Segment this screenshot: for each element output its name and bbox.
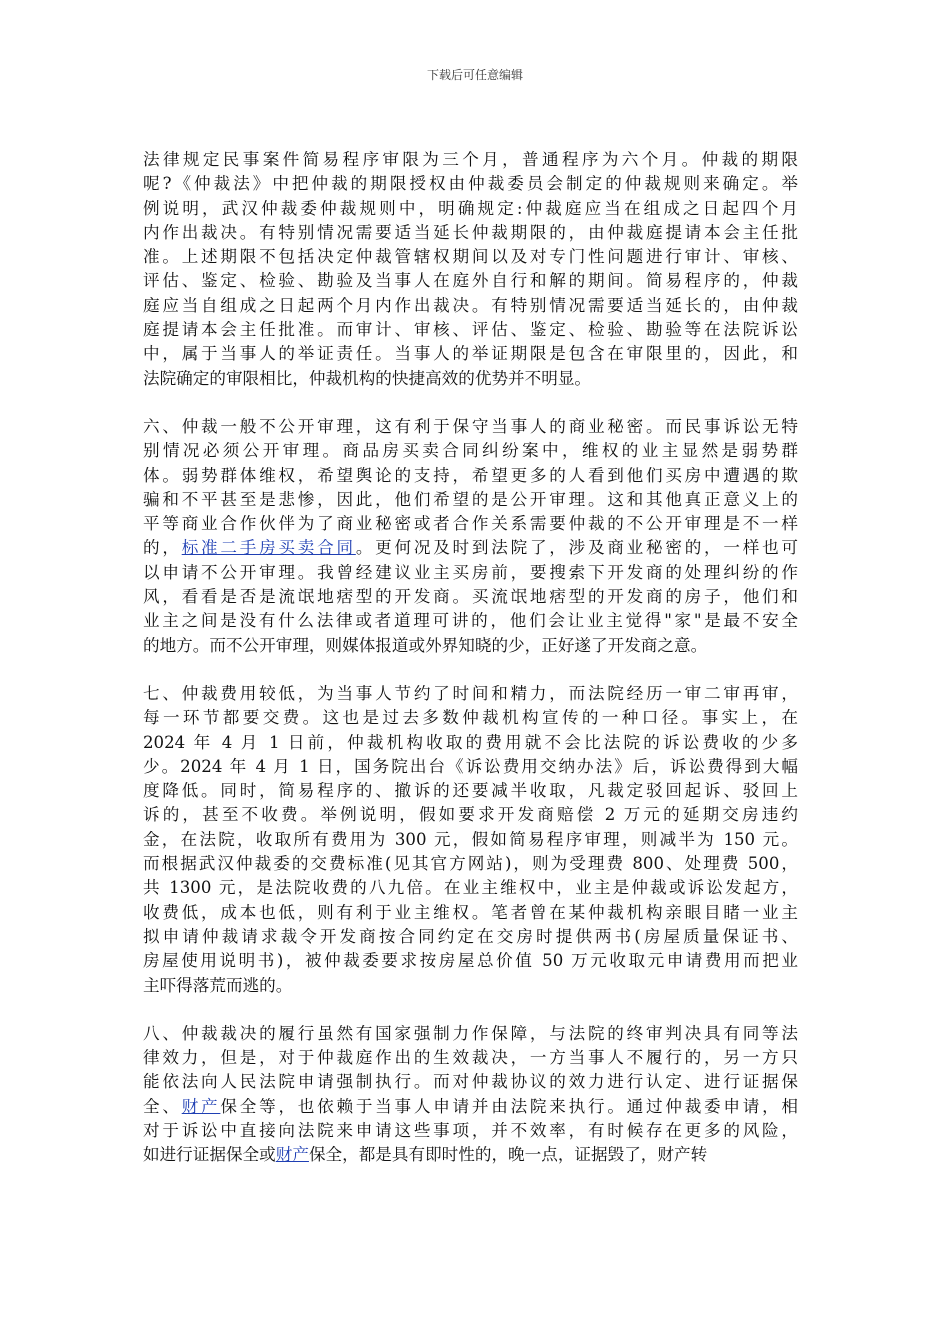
text-segment: 少。2024 年 4 月 1 日，国务院出台《诉讼费用交纳办法》后，诉讼费得到大幅 <box>143 756 798 776</box>
text-segment: 全、 <box>143 1096 182 1116</box>
text-segment: 中，属于当事人的举证责任。当事人的举证期限是包含在审限里的，因此，和 <box>143 344 798 364</box>
text-line <box>143 342 798 366</box>
text-segment: 而根据武汉仲裁委的交费标准(见其官方网站)，则为受理费 800、处理费 500， <box>143 854 798 874</box>
text-line <box>143 731 798 755</box>
inline-link[interactable]: 标准二手房买卖合同 <box>181 538 356 558</box>
text-line <box>143 925 798 949</box>
text-line <box>143 148 798 172</box>
text-line <box>143 803 798 827</box>
text-segment: 法律规定民事案件简易程序审限为三个月，普通程序为六个月。仲裁的期限 <box>143 150 798 169</box>
text-line <box>143 269 798 293</box>
text-segment: 的地方。而不公开审理，则媒体报道或外界知晓的少，正好遂了开发商之意。 <box>143 635 708 655</box>
text-line <box>143 536 798 560</box>
text-segment: 。更何况及时到法院了，涉及商业秘密的，一样也可 <box>355 538 799 558</box>
text-line <box>143 634 798 658</box>
text-line <box>143 1119 798 1143</box>
text-line <box>143 367 798 391</box>
text-segment: 风，看看是否是流氓地痞型的开发商。买流氓地痞型的开发商的房子，他们和 <box>143 587 798 607</box>
text-segment: 对于诉讼中直接向法院来申请这些事项，并不效率，有时候存在更多的风险， <box>143 1120 798 1140</box>
text-segment: 如进行证据保全或 <box>143 1145 276 1165</box>
text-line <box>143 245 798 269</box>
text-segment: 庭提请本会主任批准。而审计、审核、评估、鉴定、检验、勘验等在法院诉讼 <box>143 320 798 340</box>
text-segment: 六、仲裁一般不公开审理，这有利于保守当事人的商业秘密。而民事诉讼无特 <box>143 416 798 436</box>
text-segment: 体。弱势群体维权，希望舆论的支持，希望更多的人看到他们买房中遭遇的欺 <box>143 465 798 485</box>
paragraph <box>143 415 798 658</box>
text-line <box>143 488 798 512</box>
text-segment: 房屋使用说明书)，被仲裁委要求按房屋总价值 50 万元收取元申请费用而把业 <box>143 951 798 971</box>
text-line <box>143 1095 798 1119</box>
text-line <box>143 755 798 779</box>
text-line <box>143 439 798 463</box>
text-segment: 法院确定的审限相比，仲裁机构的快捷高效的优势并不明显。 <box>143 368 592 388</box>
text-segment: 七、仲裁费用较低，为当事人节约了时间和精力，而法院经历一审二审再审， <box>143 683 798 703</box>
text-line <box>143 294 798 318</box>
text-segment: 诉的，甚至不收费。举例说明，假如要求开发商赔偿 2 万元的延期交房违约 <box>143 805 798 825</box>
text-segment: 能依法向人民法院申请强制执行。而对仲裁协议的效力进行认定、进行证据保 <box>143 1072 798 1092</box>
document-body <box>143 148 798 1192</box>
text-line <box>143 1143 798 1167</box>
text-segment: 准。上述期限不包括决定仲裁管辖权期间以及对专门性问题进行审计、审核、 <box>143 247 798 267</box>
text-segment: 骗和不平甚至是悲惨，因此，他们希望的是公开审理。这和其他真正意义上的 <box>143 489 798 509</box>
paragraph <box>143 1022 798 1168</box>
text-segment: 主吓得落荒而逃的。 <box>143 975 293 995</box>
inline-link[interactable]: 财产 <box>181 1096 221 1116</box>
paragraph <box>143 148 798 391</box>
text-line <box>143 512 798 536</box>
text-segment: 例说明，武汉仲裁委仲裁规则中，明确规定:仲裁庭应当在组成之日起四个月 <box>143 198 798 218</box>
text-line <box>143 682 798 706</box>
text-line <box>143 949 798 973</box>
text-line <box>143 585 798 609</box>
text-line <box>143 974 798 998</box>
page-header: 下载后可任意编辑 <box>426 68 523 82</box>
text-segment: 八、仲裁裁决的履行虽然有国家强制力作保障，与法院的终审判决具有同等法 <box>143 1023 798 1043</box>
text-line <box>143 828 798 852</box>
text-line <box>143 318 798 342</box>
paragraph <box>143 682 798 998</box>
text-line <box>143 1046 798 1070</box>
text-segment: 平等商业合作伙伴为了商业秘密或者合作关系需要仲裁的不公开审理是不一样 <box>143 514 798 534</box>
text-line <box>143 1070 798 1094</box>
text-segment: 度降低。同时，简易程序的、撤诉的还要减半收取，凡裁定驳回起诉、驳回上 <box>143 781 798 801</box>
text-line <box>143 901 798 925</box>
text-line <box>143 852 798 876</box>
text-segment: 2024 年 4 月 1 日前，仲裁机构收取的费用就不会比法院的诉讼费收的少多 <box>143 732 798 752</box>
text-segment: 保全，都是具有即时性的，晚一点，证据毁了，财产转 <box>308 1145 708 1165</box>
text-segment: 庭应当自组成之日起两个月内作出裁决。有特别情况需要适当延长的，由仲裁 <box>143 295 798 315</box>
text-segment: 共 1300 元，是法院收费的八九倍。在业主维权中，业主是仲裁或诉讼发起方， <box>143 878 798 898</box>
text-line <box>143 706 798 730</box>
text-segment: 金，在法院，收取所有费用为 300 元，假如简易程序审理，则减半为 150 元。 <box>143 829 798 849</box>
text-segment: 评估、鉴定、检验、勘验及当事人在庭外自行和解的期间。简易程序的，仲裁 <box>143 271 798 291</box>
text-segment: 以申请不公开审理。我曾经建议业主买房前，要搜索下开发商的处理纠纷的作 <box>143 562 798 582</box>
text-line <box>143 172 798 196</box>
text-segment: 每一环节都要交费。这也是过去多数仲裁机构宣传的一种口径。事实上，在 <box>143 708 798 728</box>
text-segment: 律效力，但是，对于仲裁庭作出的生效裁决，一方当事人不履行的，另一方只 <box>143 1048 798 1068</box>
text-segment: 内作出裁决。有特别情况需要适当延长仲裁期限的，由仲裁庭提请本会主任批 <box>143 222 798 242</box>
text-segment: 呢?《仲裁法》中把仲裁的期限授权由仲裁委员会制定的仲裁规则来确定。举 <box>143 174 798 194</box>
text-line <box>143 779 798 803</box>
text-line <box>143 609 798 633</box>
text-line <box>143 464 798 488</box>
text-segment: 别情况必须公开审理。商品房买卖合同纠纷案中，维权的业主显然是弱势群 <box>143 441 798 461</box>
inline-link[interactable]: 财产 <box>275 1145 309 1165</box>
text-line <box>143 561 798 585</box>
text-segment: 业主之间是没有什么法律或者道理可讲的，他们会让业主觉得"家"是最不安全 <box>143 611 798 631</box>
text-segment: 收费低，成本也低，则有利于业主维权。笔者曾在某仲裁机构亲眼目睹一业主 <box>143 902 798 922</box>
text-segment: 保全等，也依赖于当事人申请并由法院来执行。通过仲裁委申请，相 <box>220 1096 799 1116</box>
text-line <box>143 221 798 245</box>
text-line <box>143 1022 798 1046</box>
text-segment: 拟申请仲裁请求裁令开发商按合同约定在交房时提供两书(房屋质量保证书、 <box>143 926 798 946</box>
text-line <box>143 876 798 900</box>
text-line <box>143 197 798 221</box>
text-line <box>143 415 798 439</box>
text-segment: 的， <box>143 538 182 558</box>
